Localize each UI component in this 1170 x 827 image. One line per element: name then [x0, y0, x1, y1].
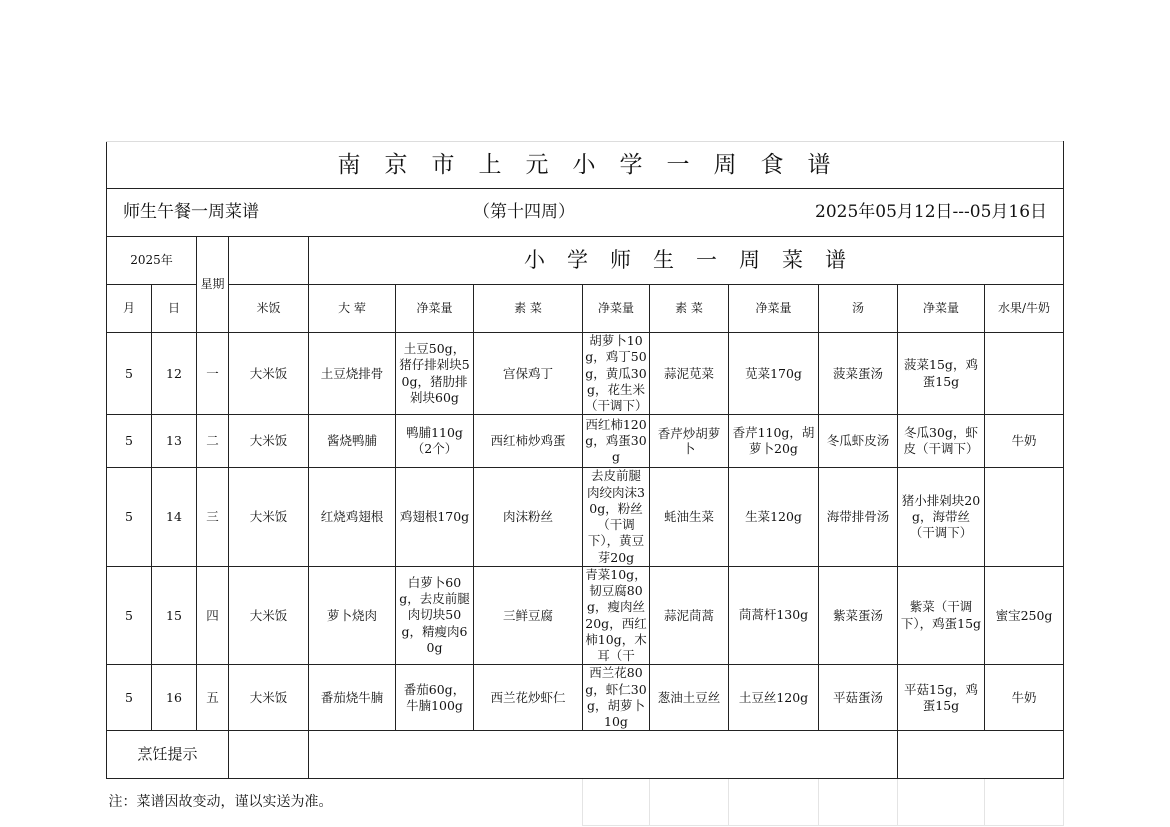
month-header: 月 — [107, 285, 152, 333]
soup-cell: 冬瓜虾皮汤 — [819, 415, 898, 468]
fruit-cell — [985, 333, 1064, 415]
net-header-4: 净菜量 — [898, 285, 985, 333]
meat-qty-cell: 鸭脯110g（2个） — [396, 415, 474, 468]
fruit-cell: 牛奶 — [985, 415, 1064, 468]
veg1-cell: 宫保鸡丁 — [474, 333, 583, 415]
menu-table — [106, 141, 1064, 826]
meat-qty-cell: 白萝卜60g，去皮前腿肉切块50g，精瘦肉60g — [396, 566, 474, 665]
day-cell: 15 — [152, 566, 197, 665]
page-title: 南京市上元小学一周食谱 — [107, 142, 1064, 189]
menu-name: 师生午餐一周菜谱 — [123, 201, 259, 222]
tips-row — [107, 731, 1064, 779]
meat-cell: 红烧鸡翅根 — [309, 468, 396, 567]
cooking-tips-label: 烹饪提示 — [107, 731, 229, 779]
soup-cell: 紫菜蛋汤 — [819, 566, 898, 665]
veg1-qty-cell: 去皮前腿肉绞肉沫30g，粉丝（干调下），黄豆芽20g — [583, 468, 650, 567]
veg2-cell: 香芹炒胡萝卜 — [650, 415, 729, 468]
veg1-qty-cell: 胡萝卜10g，鸡丁50g，黄瓜30g，花生米（干调下） — [583, 333, 650, 415]
rice-cell: 大米饭 — [229, 665, 309, 731]
fruit-cell: 牛奶 — [985, 665, 1064, 731]
fruit-header: 水果/牛奶 — [985, 285, 1064, 333]
meat-cell: 萝卜烧肉 — [309, 566, 396, 665]
veg1-qty-cell: 西兰花80g，虾仁30g，胡萝卜10g — [583, 665, 650, 731]
net-header-3: 净菜量 — [729, 285, 819, 333]
rice-cell: 大米饭 — [229, 566, 309, 665]
meat-cell: 土豆烧排骨 — [309, 333, 396, 415]
month-cell: 5 — [107, 665, 152, 731]
menu-note: 注：菜谱因故变动，谨以实送为准。 — [107, 779, 583, 826]
veg2-cell: 葱油土豆丝 — [650, 665, 729, 731]
header-row-1 — [107, 237, 1064, 285]
soup-header: 汤 — [819, 285, 898, 333]
rice-cell: 大米饭 — [229, 468, 309, 567]
tips-content — [309, 731, 898, 779]
net-header-2: 净菜量 — [583, 285, 650, 333]
table-row — [107, 468, 1064, 567]
veg2-cell: 蒜泥苋菜 — [650, 333, 729, 415]
soup-qty-cell: 紫菜（干调下），鸡蛋15g — [898, 566, 985, 665]
veg2-cell: 蒜泥茼蒿 — [650, 566, 729, 665]
veg2-qty-cell: 苋菜170g — [729, 333, 819, 415]
tips-blank-1 — [229, 731, 309, 779]
veg1-cell: 肉沫粉丝 — [474, 468, 583, 567]
meat-qty-cell: 番茄60g，牛腩100g — [396, 665, 474, 731]
meat-qty-cell: 鸡翅根170g — [396, 468, 474, 567]
soup-cell: 菠菜蛋汤 — [819, 333, 898, 415]
weekday-cell: 二 — [197, 415, 229, 468]
date-range: 2025年05月12日---05月16日 — [815, 201, 1048, 222]
veg-header-2: 素 菜 — [650, 285, 729, 333]
table-row — [107, 566, 1064, 665]
month-cell: 5 — [107, 415, 152, 468]
table-row — [107, 415, 1064, 468]
day-cell: 13 — [152, 415, 197, 468]
meat-qty-cell: 土豆50g，猪仔排剁块50g，猪肋排剁块60g — [396, 333, 474, 415]
day-cell: 12 — [152, 333, 197, 415]
meat-cell: 酱烧鸭脯 — [309, 415, 396, 468]
soup-qty-cell: 冬瓜30g，虾皮（干调下） — [898, 415, 985, 468]
meat-cell: 番茄烧牛腩 — [309, 665, 396, 731]
title-row — [107, 142, 1064, 189]
blank-header — [229, 237, 309, 285]
veg2-qty-cell: 香芹110g，胡萝卜20g — [729, 415, 819, 468]
note-row — [107, 779, 1064, 826]
veg-header-1: 素 菜 — [474, 285, 583, 333]
month-cell: 5 — [107, 468, 152, 567]
week-number: （第十四周） — [473, 201, 575, 222]
menu-sheet — [106, 141, 1063, 826]
day-header: 日 — [152, 285, 197, 333]
table-row — [107, 333, 1064, 415]
meat-header: 大 荤 — [309, 285, 396, 333]
rice-header: 米饭 — [229, 285, 309, 333]
rice-cell: 大米饭 — [229, 415, 309, 468]
soup-cell: 海带排骨汤 — [819, 468, 898, 567]
year-header: 2025年 — [107, 237, 197, 285]
soup-qty-cell: 平菇15g，鸡蛋15g — [898, 665, 985, 731]
veg1-cell: 三鲜豆腐 — [474, 566, 583, 665]
rice-cell: 大米饭 — [229, 333, 309, 415]
header-row-2 — [107, 285, 1064, 333]
table-row — [107, 665, 1064, 731]
veg2-cell: 蚝油生菜 — [650, 468, 729, 567]
tips-blank-2 — [898, 731, 1064, 779]
veg2-qty-cell: 土豆丝120g — [729, 665, 819, 731]
veg1-cell: 西兰花炒虾仁 — [474, 665, 583, 731]
veg1-cell: 西红柿炒鸡蛋 — [474, 415, 583, 468]
weekday-cell: 五 — [197, 665, 229, 731]
day-cell: 14 — [152, 468, 197, 567]
veg1-qty-cell: 青菜10g，韧豆腐80g，瘦肉丝20g，西红柿10g，木耳（干 — [583, 566, 650, 665]
fruit-cell — [985, 468, 1064, 567]
weekday-cell: 三 — [197, 468, 229, 567]
weekday-header: 星期 — [197, 237, 229, 333]
veg1-qty-cell: 西红柿120g，鸡蛋30g — [583, 415, 650, 468]
soup-qty-cell: 猪小排剁块20g，海带丝（干调下） — [898, 468, 985, 567]
menu-subtitle: 小学师生一周菜谱 — [309, 237, 1064, 285]
veg2-qty-cell: 茼蒿杆130g — [729, 566, 819, 665]
info-row — [107, 189, 1064, 237]
day-cell: 16 — [152, 665, 197, 731]
weekday-cell: 一 — [197, 333, 229, 415]
fruit-cell: 蜜宝250g — [985, 566, 1064, 665]
veg2-qty-cell: 生菜120g — [729, 468, 819, 567]
month-cell: 5 — [107, 566, 152, 665]
soup-qty-cell: 菠菜15g，鸡蛋15g — [898, 333, 985, 415]
net-header-1: 净菜量 — [396, 285, 474, 333]
month-cell: 5 — [107, 333, 152, 415]
weekday-cell: 四 — [197, 566, 229, 665]
soup-cell: 平菇蛋汤 — [819, 665, 898, 731]
